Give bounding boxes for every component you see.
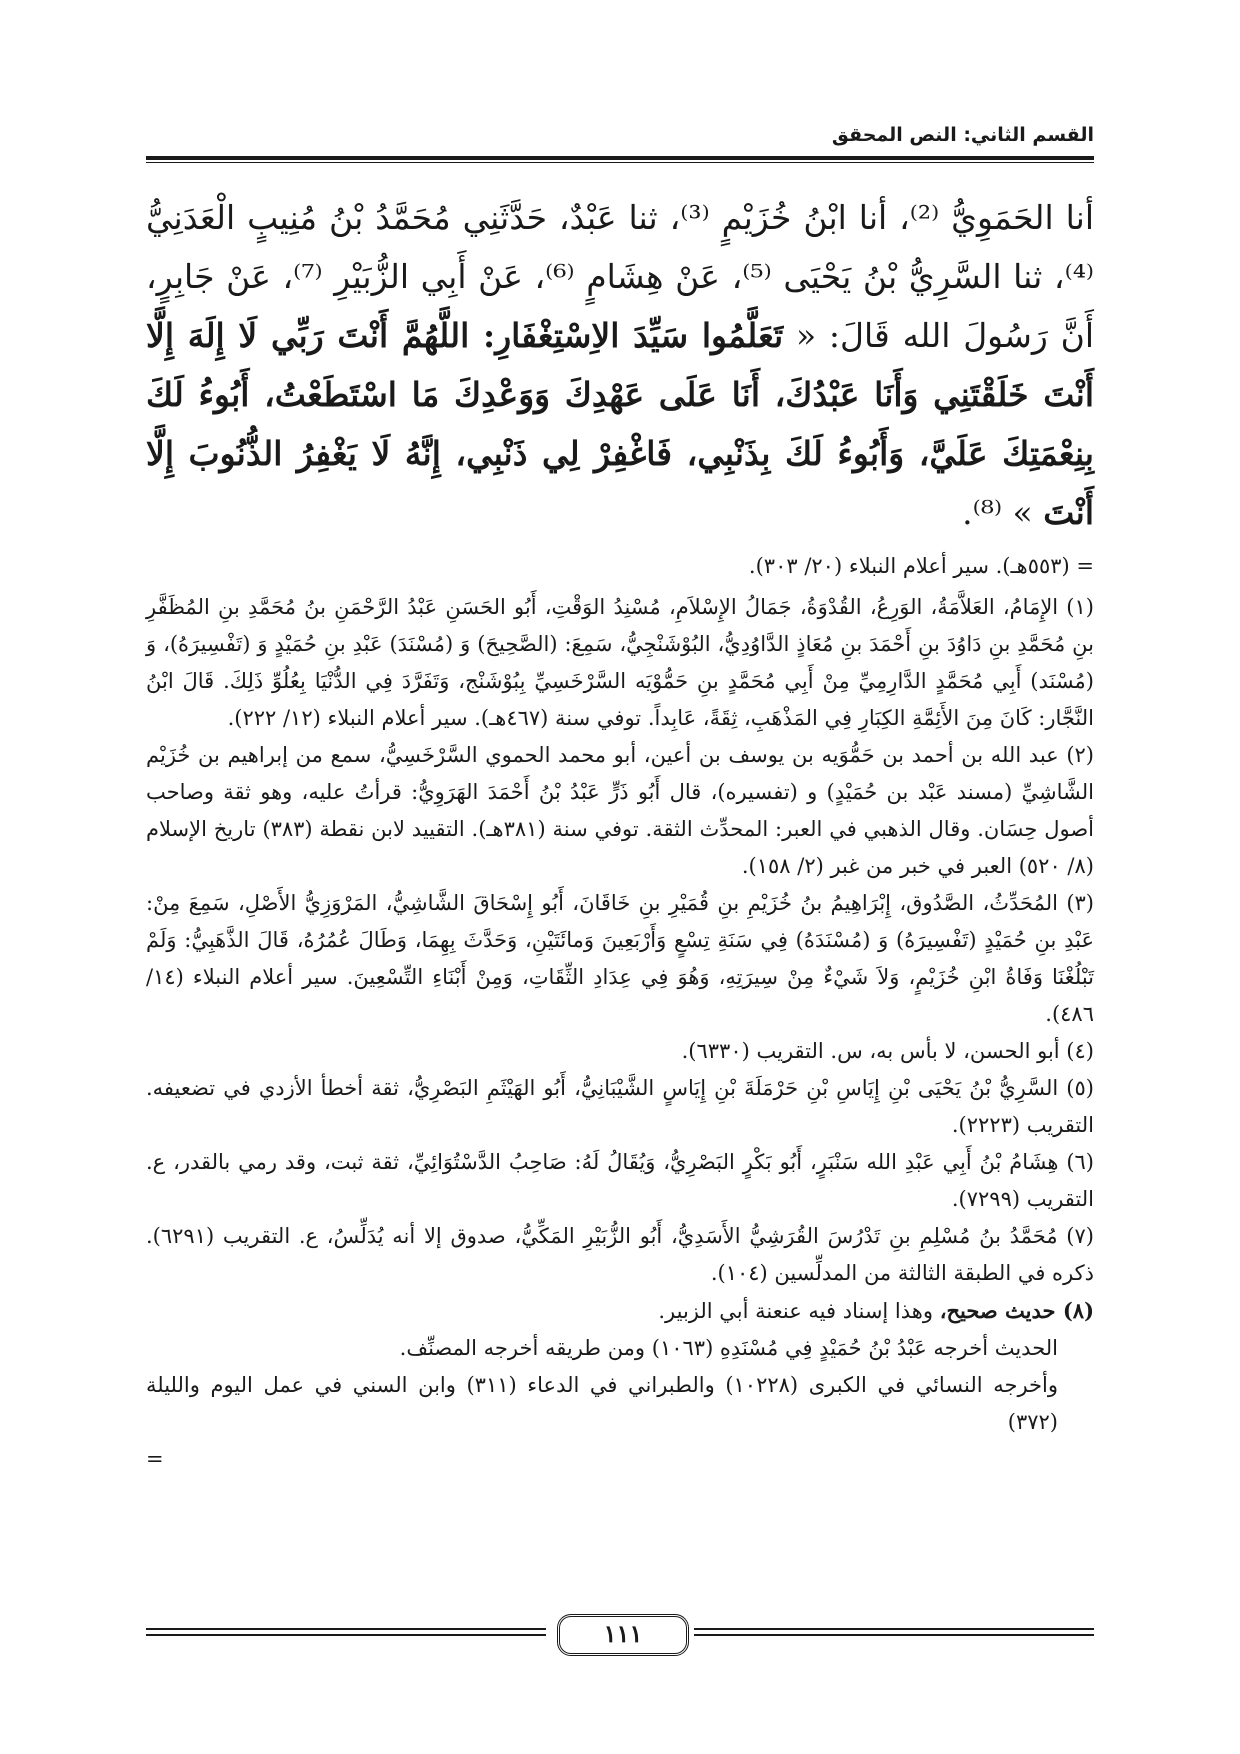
hadith-text: تَعَلَّمُوا سَيِّدَ الاِسْتِغْفَارِ: اللَّهُمَّ أَنْتَ رَبِّي لَا إِلَهَ إِلَّا أَنْتَ خَلَقْتَنِي وَأَنَا عَبْدُكَ، أَنَا عَلَى عَهْدِكَ وَوَعْدِكَ مَا اسْتَطَعْتُ، أَبُوءُ لَكَ بِنِعْمَتِكَ عَلَيَّ، وَأَبُوءُ لَكَ بِذَنْبِي، فَاغْفِرْ لِي ذَنْبِي، إِنَّهُ لَا يَغْفِرُ الذُّنُوبَ إِلَّا أَنْتَ: [146, 316, 1094, 532]
footer-rule-right: [694, 1628, 1094, 1630]
isnad-text: أنا الحَمَوِيُّ ⁽²⁾، أنا ابْنُ خُزَيْمٍ ⁽³⁾، ثنا عَبْدٌ، حَدَّثَنِي مُحَمَّدُ بْنُ مُنِيبٍ الْعَدَنِيُّ ⁽⁴⁾، ثنا السَّرِيُّ بْنُ يَحْيَى ⁽⁵⁾، عَنْ هِشَامٍ ⁽⁶⁾، عَنْ أَبِي الزُّبَيْرِ ⁽⁷⁾، عَنْ جَابِرٍ، أَنَّ رَسُولَ الله قَالَ: «: [146, 198, 1095, 355]
footnote-6: (٦) هِشَامُ بْنُ أَبِي عَبْدِ الله سَنْبَرٍ، أَبُو بَكْرٍ البَصْرِيُّ، وَيُقَالُ لَهُ: صَاحِبُ الدَّسْتُوَائِيِّ، ثقة ثبت، وقد رمي بالقدر، ع. التقريب (٧٢٩٩).: [146, 1150, 1094, 1211]
hadith-closing: » ⁽⁸⁾.: [962, 493, 1033, 532]
footnote-2: (٢) عبد الله بن أحمد بن حَمُّوَيه بن يوسف بن أعين، أبو محمد الحموي السَّرْخَسِيُّ، سمع من إبراهيم بن خُزَيْم الشَّاشِيِّ (مسند عَبْد بن حُمَيْدٍ) و (تفسيره)، قال أَبُو ذَرٍّ عَبْدُ بْنُ أَحْمَدَ الهَرَوِيُّ: قرأتُ عليه، وهو ثقة وصاحب أصول حِسَان. وقال الذهبي في العبر: المحدِّث الثقة. توفي سنة (٣٨١هـ). التقييد لابن نقطة (٣٨٣) تاريخ الإسلام (٨/ ٥٢٠) العبر في خبر من غبر (٢/ ١٥٨).: [146, 743, 1095, 878]
section-header: القسم الثاني: النص المحقق: [831, 124, 1094, 146]
header-rule-thin: [146, 162, 1094, 163]
footnote-8: [146, 1292, 1094, 1330]
footer-rule-right-2: [694, 1634, 1094, 1636]
header-rule: [146, 156, 1094, 160]
footnote-8-grade: (٨) حديث صحيح،: [939, 1298, 1094, 1323]
footnote-3: (٣) المُحَدِّثُ، الصَّدُوق، إِبْرَاهِيمُ بنُ خُزَيْمِ بنِ قُمَيْرِ بنِ خَاقَانَ، أَبُو إِسْحَاقَ الشَّاشِيُّ، المَرْوَزِيُّ الأَصْلِ، سَمِعَ مِنْ: عَبْدِ بنِ حُمَيْدٍ (تَفْسِيرَهُ) وَ (مُسْنَدَهُ) فِي سَنَةِ تِسْعٍ وَأَرْبَعِينَ وَمائَتَيْنِ، وَحَدَّثَ بِهِمَا، وَطَالَ عُمُرُهُ، قَالَ الذَّهَبِيُّ: وَلَمْ تَبْلُغْنَا وَفَاةُ ابْنِ خُزَيْمٍ، وَلاَ شَيْءٌ مِنْ سِيرَتِهِ، وَهُوَ فِي عِدَادِ الثِّقَاتِ، وَمِنْ أَبْنَاءِ التِّسْعِينَ. سير أعلام النبلاء (١٤/ ٤٨٦).: [146, 891, 1094, 1026]
footnote-5: (٥) السَّرِيُّ بْنُ يَحْيَى بْنِ إِيَاسِ بْنِ حَرْمَلَةَ بْنِ إِيَاسٍ الشَّيْبَانِيُّ، أَبُو الهَيْثَمِ البَصْرِيُّ، ثقة أخطأ الأزدي في تضعيفه. التقريب (٢٢٢٣).: [146, 1076, 1094, 1137]
footnote-8-text: وهذا إسناد فيه عنعنة أبي الزبير.: [658, 1299, 940, 1323]
footer-rule-left-2: [146, 1634, 546, 1636]
footer-rule-left: [146, 1628, 546, 1630]
footnotes: [146, 548, 1094, 1478]
footnote-continuation: = (٥٥٣هـ). سير أعلام النبلاء (٢٠/ ٣٠٣).: [748, 554, 1094, 578]
page-number: ١١١: [557, 1614, 689, 1656]
footnote-continues-marker: =: [146, 1447, 164, 1471]
footnote-8-line-3: وأخرجه النسائي في الكبرى (١٠٢٢٨) والطبراني في الدعاء (٣١١) وابن السني في عمل اليوم والليلة (٣٧٢): [146, 1373, 1058, 1434]
footnote-4: (٤) أبو الحسن، لا بأس به، س. التقريب (٦٣٣٠).: [681, 1039, 1094, 1063]
footnote-1: (١) الإِمَامُ، العَلاَّمَةُ، الوَرِعُ، القُدْوَةُ، جَمَالُ الإِسْلاَمِ، مُسْنِدُ الوَقْتِ، أَبُو الحَسَنِ عَبْدُ الرَّحْمَنِ بنُ مُحَمَّدِ بنِ المُظَفَّرِ بنِ مُحَمَّدِ بنِ دَاوُدَ بنِ أَحْمَدَ بنِ مُعَاذٍ الدَّاوُدِيُّ، البُوْشَنْجِيُّ، سَمِعَ: (الصَّحِيحَ) وَ (مُسْنَدَ) عَبْدِ بنِ حُمَيْدٍ وَ (تَفْسِيرَهُ)، وَ (مُسْنَد) أَبِي مُحَمَّدٍ الدَّارِمِيِّ مِنْ أَبِي مُحَمَّدٍ بنِ حَمُّوْيَه السَّرْخَسِيِّ بِبُوْشَنْج، وَتَفَرَّدَ فِي الدُّنْيَا بِعُلُوِّ ذَلِكَ. قَالَ ابْنُ النَّجَّار: كَانَ مِنَ الأَئِمَّةِ الكِبَارِ فِي المَذْهَبِ، ثِقَةً، عَابِداً. توفي سنة (٤٦٧هـ). سير أعلام النبلاء (١٢/ ٢٢٢).: [146, 595, 1094, 730]
footnote-7: (٧) مُحَمَّدُ بنُ مُسْلِمِ بنِ تَدْرُسَ القُرَشِيُّ الأَسَدِيُّ، أَبُو الزُّبَيْرِ المَكِّيُّ، صدوق إلا أنه يُدَلِّسُ، ع. التقريب (٦٢٩١). ذكره في الطبقة الثالثة من المدلِّسين (١٠٤).: [146, 1224, 1094, 1285]
footnote-8-line-2: الحديث أخرجه عَبْدُ بْنُ حُمَيْدٍ فِي مُسْنَدِهِ (١٠٦٣) ومن طريقه أخرجه المصنِّف.: [399, 1336, 1058, 1360]
main-text: [146, 188, 1094, 542]
